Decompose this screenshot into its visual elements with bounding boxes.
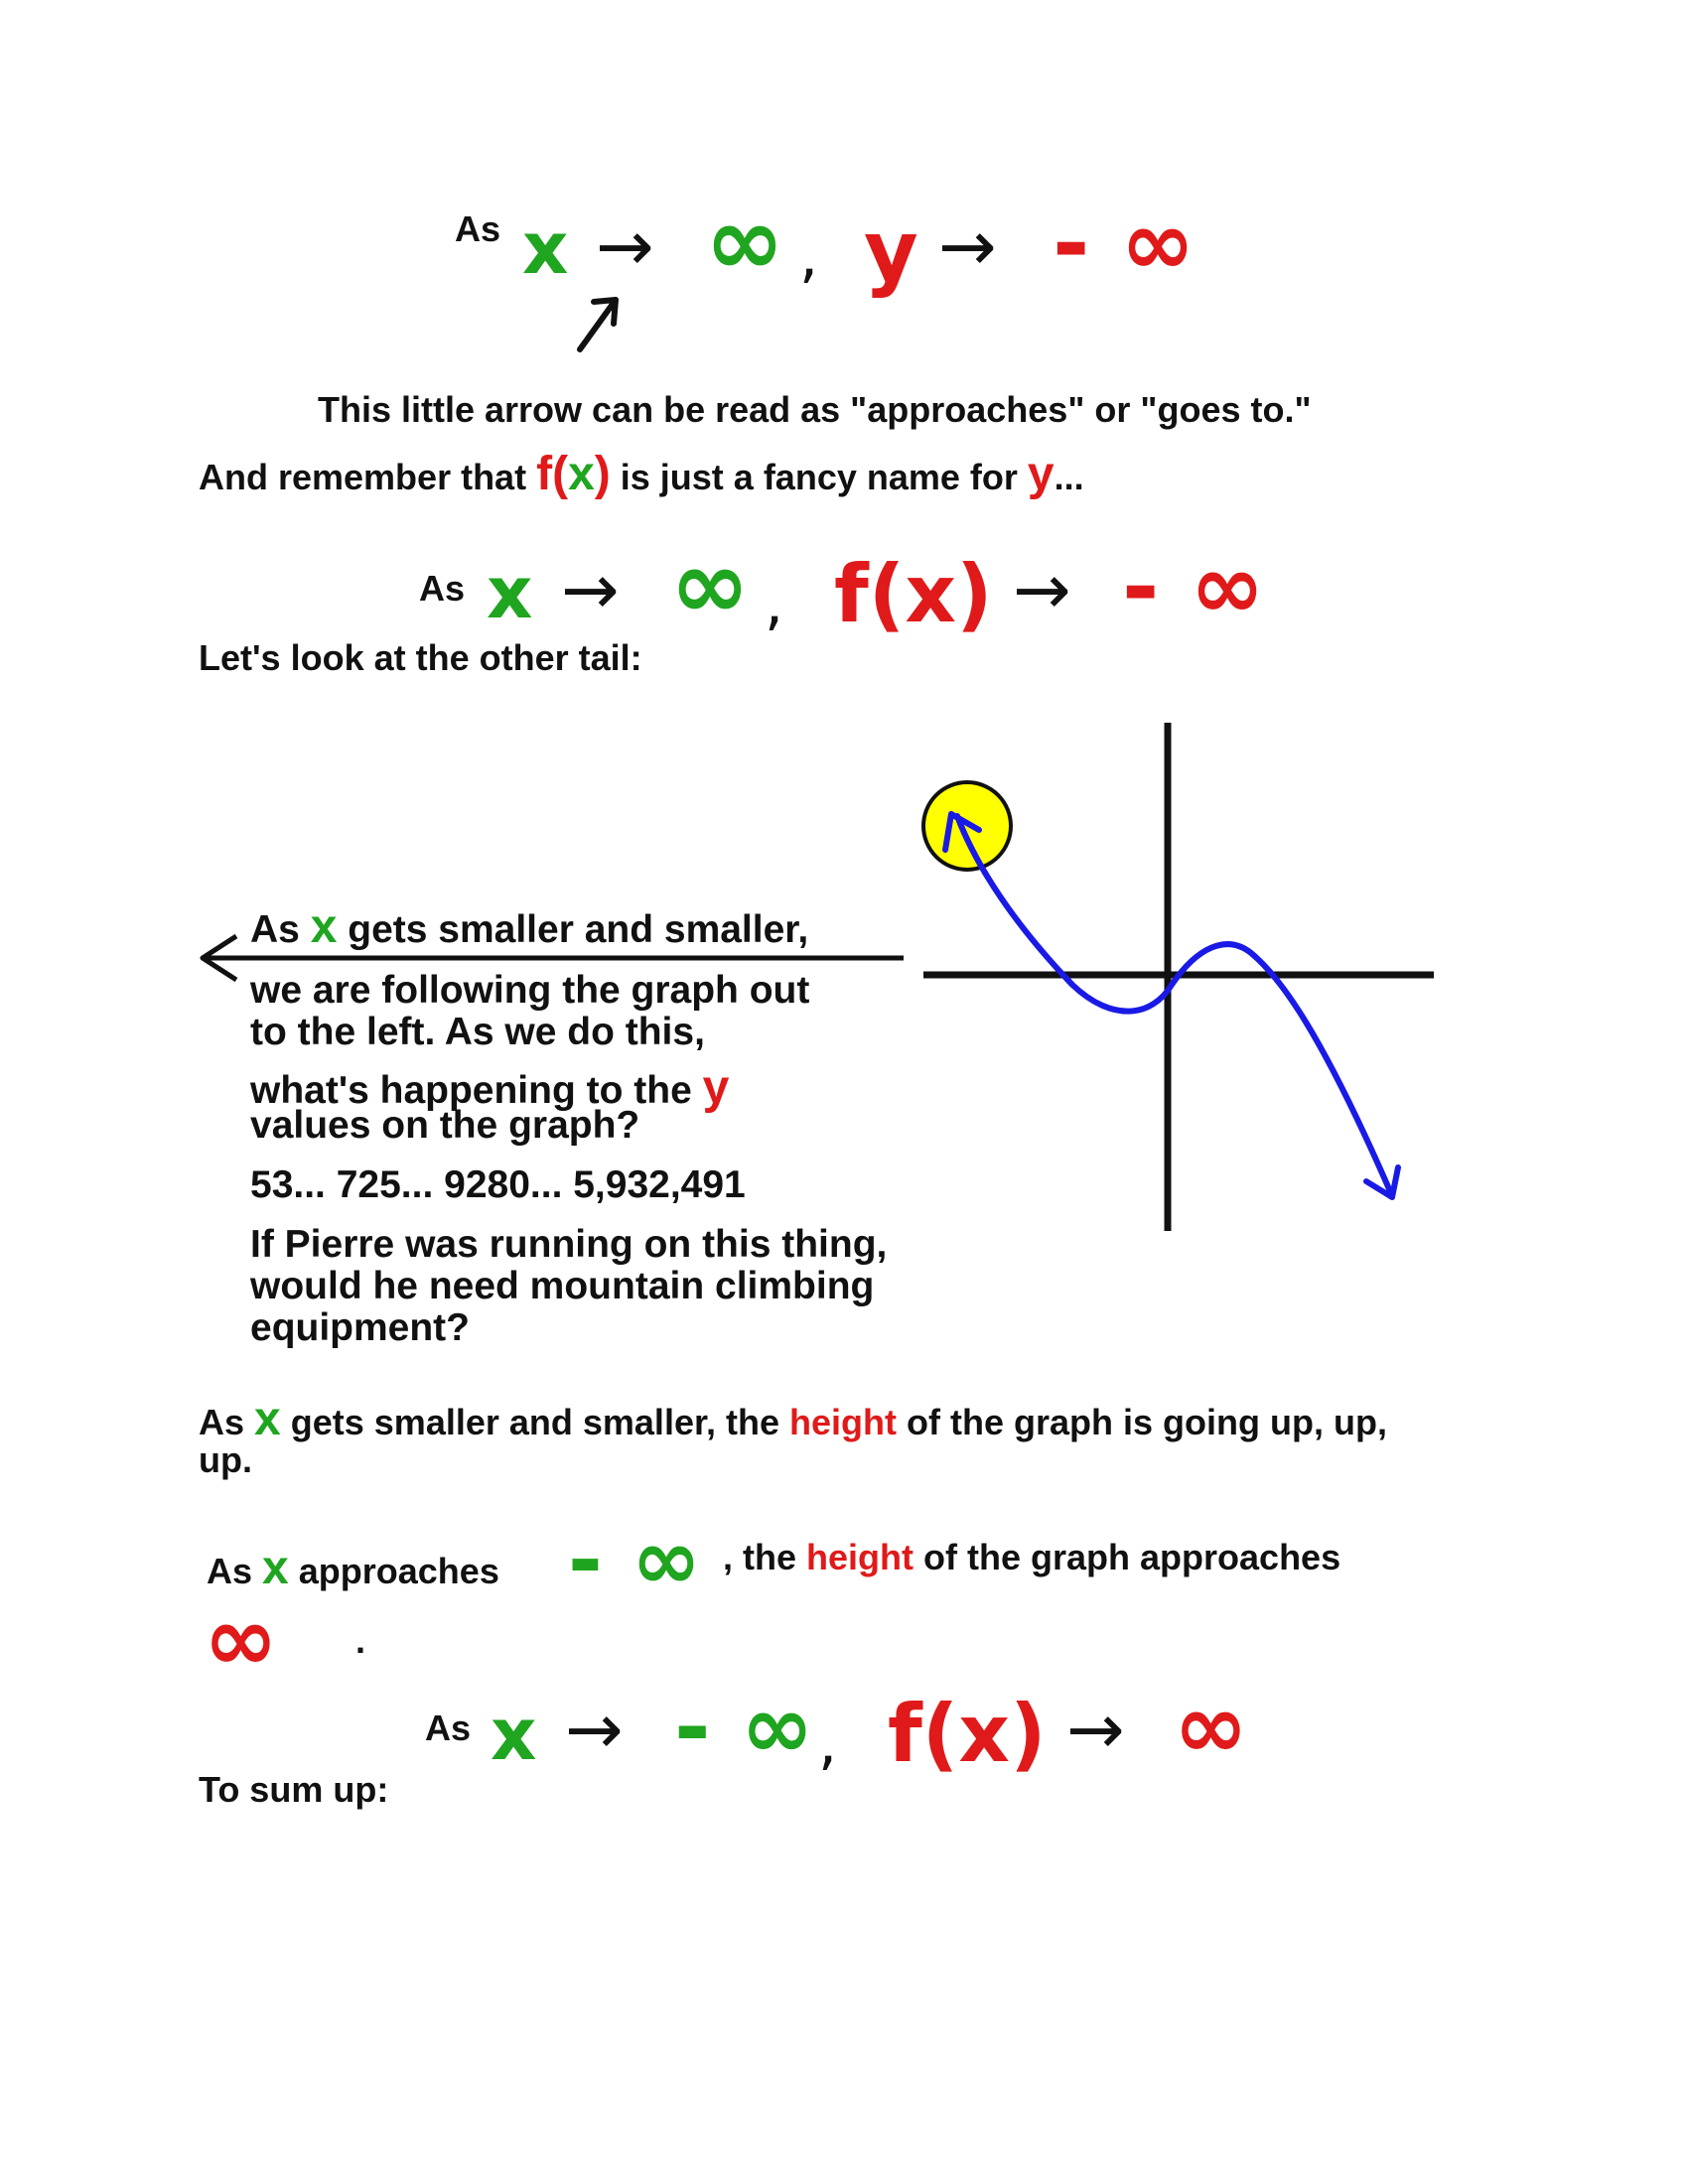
summary-2-x: x bbox=[262, 1542, 289, 1594]
graph-text-x: x bbox=[310, 900, 338, 953]
summary-1-mid: gets smaller and smaller, the bbox=[290, 1402, 779, 1442]
graph-text-question-1: If Pierre was running on this thing, bbox=[250, 1223, 888, 1266]
eq2-as: As bbox=[419, 568, 466, 609]
remember-f-close: ) bbox=[594, 448, 611, 500]
graph-text-as: As bbox=[250, 908, 300, 951]
summary-1-post: of the graph is going up, up, bbox=[907, 1402, 1387, 1442]
remember-pre: And remember that bbox=[199, 457, 527, 497]
eq1-arrow-2: → bbox=[938, 205, 997, 287]
summary-2-infinity-text: ∞ bbox=[204, 1587, 278, 1692]
graph-text-line-5: values on the graph? bbox=[250, 1104, 640, 1147]
eq2-x: x bbox=[487, 551, 533, 634]
summary-2-dot: . bbox=[355, 1620, 366, 1661]
remember-x: x bbox=[568, 448, 595, 500]
summary-2-post: of the graph approaches bbox=[923, 1537, 1341, 1577]
eq2-infinity: ∞ bbox=[670, 529, 750, 640]
arrow-note: This little arrow can be read as "approaches" or "goes to." bbox=[318, 389, 1312, 430]
pointer-arrow-icon bbox=[572, 290, 651, 369]
eq3-arrow: → bbox=[565, 1689, 624, 1770]
summary-1-line-2: up. bbox=[199, 1439, 252, 1480]
remember-f-open: f( bbox=[536, 448, 569, 500]
graph-text-line-2: we are following the graph out bbox=[250, 969, 810, 1012]
cubic-graph bbox=[923, 715, 1479, 1231]
eq2-fx: f(x) bbox=[834, 548, 993, 640]
summary-2-end bbox=[723, 1537, 1340, 1578]
graph-text-smaller: gets smaller and smaller, bbox=[348, 908, 809, 951]
eq3-expression bbox=[481, 1676, 1374, 1815]
summary-2-neg-infinity bbox=[566, 1511, 725, 1608]
eq3-as: As bbox=[425, 1707, 472, 1748]
graph-text-question-2: would he need mountain climbing bbox=[250, 1265, 875, 1307]
eq3-x: x bbox=[491, 1693, 537, 1776]
summary-2-approaches: approaches bbox=[298, 1551, 499, 1591]
cubic-curve bbox=[957, 816, 1390, 1191]
graph-text-happening: what's happening to the bbox=[250, 1069, 692, 1112]
remember-line bbox=[199, 447, 1084, 501]
eq1-y: y bbox=[864, 203, 918, 300]
eq2-neg-infinity: - ∞ bbox=[1122, 535, 1265, 639]
graph-text-numbers: 53... 725... 9280... 5,932,491 bbox=[250, 1163, 746, 1206]
summary-1-height: height bbox=[789, 1402, 897, 1442]
eq1-comma: , bbox=[799, 221, 819, 291]
eq1-neg-infinity: - ∞ bbox=[1053, 192, 1196, 296]
eq2-arrow-2: → bbox=[1013, 549, 1071, 630]
remember-y: y bbox=[1027, 448, 1055, 500]
graph-text-line-1 bbox=[250, 899, 808, 954]
summary-2-height: height bbox=[806, 1537, 914, 1577]
eq3-arrow-2: → bbox=[1066, 1689, 1125, 1770]
eq3-neg-infinity: - ∞ bbox=[674, 1676, 814, 1778]
summary-1-line-1 bbox=[199, 1392, 1387, 1446]
eq3-comma: , bbox=[818, 1708, 838, 1778]
other-tail-heading: Let's look at the other tail: bbox=[199, 637, 642, 678]
summary-2-as: As bbox=[207, 1551, 253, 1591]
eq1-infinity: ∞ bbox=[705, 186, 784, 297]
graph-text-question-3: equipment? bbox=[250, 1306, 470, 1349]
eq3-fx: f(x) bbox=[888, 1688, 1047, 1780]
eq2-comma: , bbox=[765, 569, 784, 638]
eq1-as: As bbox=[455, 208, 501, 249]
eq1-x: x bbox=[522, 206, 569, 290]
graph-text-line-3: to the left. As we do this, bbox=[250, 1011, 705, 1053]
summary-1-x: x bbox=[254, 1393, 281, 1445]
eq2-arrow: → bbox=[561, 549, 620, 630]
eq3-infinity: ∞ bbox=[1174, 1675, 1248, 1779]
remember-post: ... bbox=[1054, 457, 1084, 497]
summary-1-as: As bbox=[199, 1402, 245, 1442]
summary-2-neg-infinity-text: - ∞ bbox=[568, 1511, 702, 1608]
graph-text-y: y bbox=[702, 1061, 730, 1114]
summary-2-infinity bbox=[204, 1587, 362, 1692]
summary-2-comma-the: , the bbox=[723, 1537, 797, 1577]
remember-mid: is just a fancy name for bbox=[620, 457, 1018, 497]
eq1-arrow: → bbox=[596, 205, 654, 287]
sum-up-heading: To sum up: bbox=[199, 1769, 389, 1810]
